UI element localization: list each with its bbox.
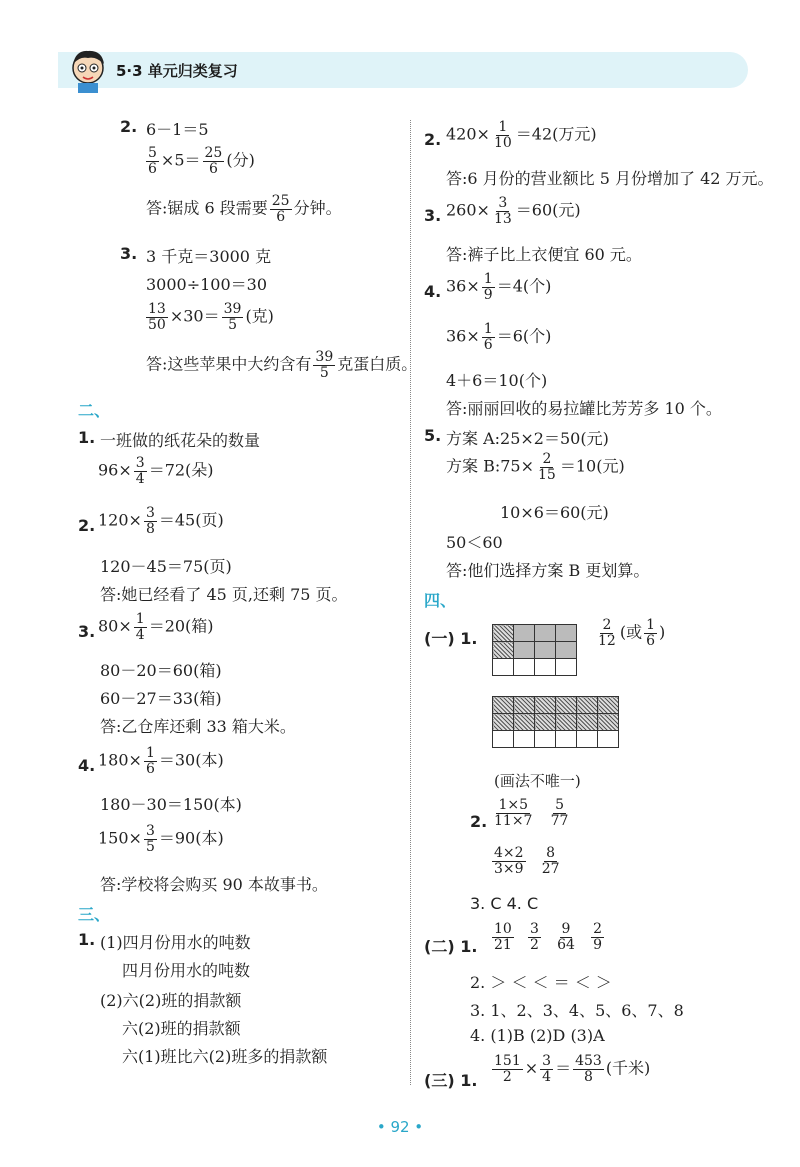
equation <box>490 798 572 828</box>
answer-line: (1)四月份用水的吨数 <box>100 933 251 952</box>
fraction: $\frac{1}{6}$ <box>483 321 493 353</box>
section-heading: 二、 <box>78 401 111 420</box>
item-label: 3. <box>78 622 96 641</box>
equation <box>490 846 564 876</box>
equation: 方案 B:75× $\frac{2}{15}$ ＝10(元) <box>446 451 625 483</box>
mascot-icon <box>66 46 110 94</box>
fraction: $\frac{13}{50}$ <box>148 301 166 333</box>
answer-line: 四月份用水的吨数 <box>122 961 251 980</box>
item-label: 5. <box>424 426 442 445</box>
fraction: $\frac{1}{10}$ <box>493 119 512 151</box>
equation: 180－30＝150(本) <box>100 795 242 814</box>
item-label: 1. <box>78 428 96 447</box>
answer: 答:他们选择方案 B 更划算。 <box>446 561 650 580</box>
answer: 答:乙仓库还剩 33 箱大米。 <box>100 717 296 736</box>
answer: 答:6 月份的营业额比 5 月份增加了 42 万元。 <box>446 169 774 188</box>
item-label: 2. <box>120 117 138 136</box>
item-label: 3. <box>424 206 442 225</box>
answer-line: 六(1)班比六(2)班多的捐款额 <box>122 1047 328 1066</box>
equation: 80× $\frac{1}{4}$ ＝20(箱) <box>98 611 214 643</box>
answer-line: 六(2)班的捐款额 <box>122 1019 241 1038</box>
equation: 120× $\frac{3}{8}$ ＝45(页) <box>98 505 224 537</box>
item-label: 4. <box>78 756 96 775</box>
item-label: 2. <box>78 516 96 535</box>
fraction: $\frac{3}{5}$ <box>145 823 155 855</box>
equation: $\frac{13}{50}$ ×30＝ $\frac{39}{5}$ (克) <box>148 301 274 333</box>
item-label: 4. <box>424 282 442 301</box>
fraction: $\frac{3}{13}$ <box>493 195 512 227</box>
fraction: $\frac{453}{8}$ <box>575 1053 602 1085</box>
fraction: $\frac{9}{64}$ <box>557 921 575 953</box>
item-label: (二) 1. <box>424 937 478 956</box>
fraction-grid-1 <box>492 624 577 676</box>
fraction: $\frac{1\times 5}{11\times 7}$ <box>494 797 533 829</box>
answer-line: 3. 1、2、3、4、5、6、7、8 <box>470 1001 684 1020</box>
answer: 答:学校将会购买 90 本故事书。 <box>100 875 328 894</box>
fraction: $\frac{2}{12}$ <box>598 617 616 649</box>
answer-line: 3. C 4. C <box>470 894 539 913</box>
item-label: 2. <box>424 130 442 149</box>
equation: 180× $\frac{1}{6}$ ＝30(本) <box>98 745 224 777</box>
fraction: $\frac{3}{8}$ <box>145 505 155 537</box>
fraction: $\frac{1}{9}$ <box>483 271 493 303</box>
fraction: $\frac{3}{4}$ <box>135 455 145 487</box>
fraction: $\frac{5}{77}$ <box>550 797 569 829</box>
fraction-grid-2 <box>492 696 619 748</box>
item-label: (三) 1. <box>424 1071 478 1090</box>
equation: 80－20＝60(箱) <box>100 661 222 680</box>
equation: $\frac{2}{12}$ (或 $\frac{1}{6}$ ) <box>598 617 666 649</box>
answer: 答:她已经看了 45 页,还剩 75 页。 <box>100 585 348 604</box>
equation: 10×6＝60(元) <box>500 503 609 522</box>
item-label: (一) 1. <box>424 629 478 648</box>
equation <box>490 922 606 952</box>
equation: 50＜60 <box>446 533 503 552</box>
fraction: $\frac{1}{6}$ <box>145 745 155 777</box>
equation: 60－27＝33(箱) <box>100 689 222 708</box>
equation: 36× $\frac{1}{9}$ ＝4(个) <box>446 271 552 303</box>
answer-line: (2)六(2)班的捐款额 <box>100 991 242 1010</box>
fraction: $\frac{39}{5}$ <box>223 301 242 333</box>
answer: 答:这些苹果中大约含有 $\frac{39}{5}$ 克蛋白质。 <box>146 349 418 381</box>
fraction: $\frac{3}{4}$ <box>542 1053 552 1085</box>
note: (画法不唯一) <box>494 772 581 790</box>
column-divider <box>410 120 411 1085</box>
fraction: $\frac{2}{15}$ <box>538 451 556 483</box>
equation: 3 千克＝3000 克 <box>146 247 272 266</box>
fraction: $\frac{5}{6}$ <box>148 145 157 177</box>
section-heading: 四、 <box>424 591 457 610</box>
equation: 一班做的纸花朵的数量 <box>100 431 261 450</box>
fraction: $\frac{39}{5}$ <box>315 349 334 381</box>
equation: 120－45＝75(页) <box>100 557 232 576</box>
answer-line: 2. ＞ ＜ ＜ ＝ ＜ ＞ <box>470 973 612 992</box>
equation: 260× $\frac{3}{13}$ ＝60(元) <box>446 195 581 227</box>
answer-line: 4. (1)B (2)D (3)A <box>470 1026 605 1045</box>
answer: 答:丽丽回收的易拉罐比芳芳多 10 个。 <box>446 399 722 418</box>
fraction: $\frac{1}{4}$ <box>135 611 145 643</box>
item-label: 1. <box>78 930 96 949</box>
equation: 6－1＝5 <box>146 120 209 139</box>
equation: 36× $\frac{1}{6}$ ＝6(个) <box>446 321 552 353</box>
item-label: 2. <box>470 812 488 831</box>
header-title: 5·3 单元归类复习 <box>116 62 238 80</box>
fraction: $\frac{2}{9}$ <box>593 921 603 953</box>
fraction: $\frac{10}{21}$ <box>494 921 512 953</box>
equation: 方案 A:25×2＝50(元) <box>446 429 609 448</box>
section-heading: 三、 <box>78 905 111 924</box>
equation: 96× $\frac{3}{4}$ ＝72(朵) <box>98 455 214 487</box>
equation: 3000÷100＝30 <box>146 275 268 294</box>
equation: 420× $\frac{1}{10}$ ＝42(万元) <box>446 119 597 151</box>
equation: 4＋6＝10(个) <box>446 371 548 390</box>
equation: $\frac{151}{2}$ × $\frac{3}{4}$ ＝ $\frac{453}{8}$ (千米) <box>494 1053 651 1085</box>
fraction: $\frac{3}{2}$ <box>530 921 539 953</box>
fraction: $\frac{1}{6}$ <box>646 617 655 649</box>
answer: 答:锯成 6 段需要 $\frac{25}{6}$ 分钟。 <box>146 193 342 225</box>
fraction: $\frac{25}{6}$ <box>271 193 290 225</box>
equation: $\frac{5}{6}$ ×5＝ $\frac{25}{6}$ (分) <box>148 145 255 177</box>
fraction: $\frac{25}{6}$ <box>204 145 223 177</box>
page-number: • 92 • <box>376 1118 424 1136</box>
fraction: $\frac{4\times 2}{3\times 9}$ <box>494 845 524 877</box>
answer: 答:裤子比上衣便宜 60 元。 <box>446 245 642 264</box>
fraction: $\frac{8}{27}$ <box>541 845 560 877</box>
item-label: 3. <box>120 244 138 263</box>
fraction: $\frac{151}{2}$ <box>494 1053 521 1085</box>
equation: 150× $\frac{3}{5}$ ＝90(本) <box>98 823 224 855</box>
